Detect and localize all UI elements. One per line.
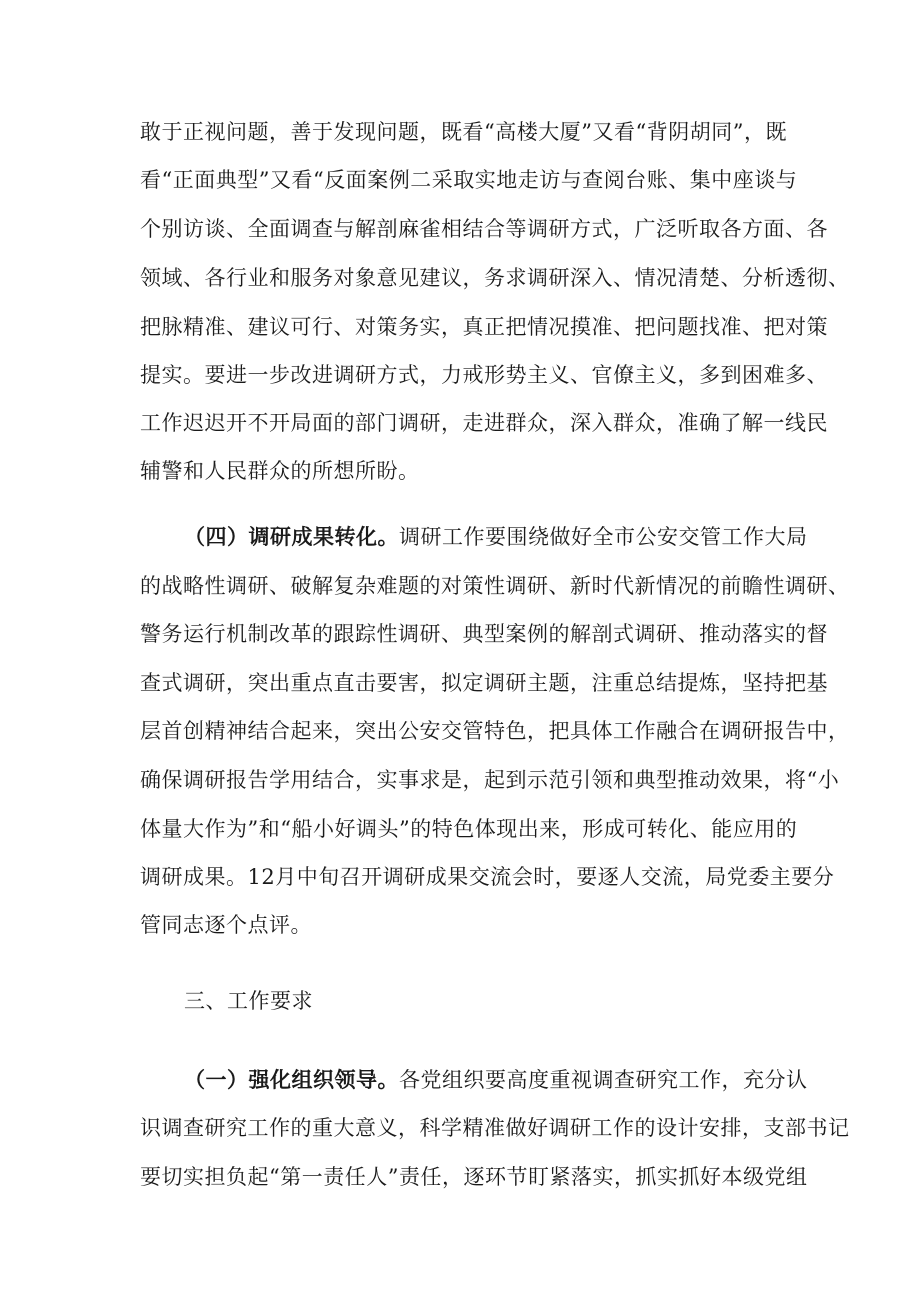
para3-first-text: 各党组织要高度重视调查研究工作，充分认 — [399, 1068, 808, 1092]
para2-line-4: 查式调研，突出重点直击要害，拟定调研主题，注重总结提炼，坚持把基 — [140, 671, 828, 695]
para2-line-9: 管同志逐个点评。 — [140, 913, 312, 937]
para1-line-8: 辅警和人民群众的所想所盼。 — [140, 459, 420, 483]
para2-line-2: 的战略性调研、破解复杂难题的对策性调研、新时代新情况的前瞻性调研、 — [140, 574, 850, 598]
para1-line-4: 领域、各行业和服务对象意见建议，务求调研深入、情况清楚、分析透彻、 — [140, 266, 850, 290]
para2-heading: （四）调研成果转化。 — [184, 524, 399, 549]
section-title: 三、工作要求 — [184, 989, 313, 1013]
para3-line-3: 要切实担负起“第一责任人”责任，逐环节盯紧落实，抓实抓好本级党组 — [140, 1165, 808, 1189]
para3-line-2: 识调查研究工作的重大意义，科学精准做好调研工作的设计安排，支部书记 — [140, 1116, 850, 1140]
para2-line-6: 确保调研报告学用结合，实事求是，起到示范引领和典型推动效果，将“小 — [140, 768, 840, 792]
para3-first-line — [184, 1065, 808, 1095]
para2-line-7: 体量大作为”和“船小好调头”的特色体现出来，形成可转化、能应用的 — [140, 817, 798, 841]
para1-line-2: 看“正面典型”又看“反面案例二采取实地走访与查阅台账、集中座谈与 — [140, 168, 798, 192]
para2-line-5: 层首创精神结合起来，突出公安交管特色，把具体工作融合在调研报告中， — [140, 719, 850, 743]
para1-line-7: 工作迟迟开不开局面的部门调研，走进群众，深入群众，准确了解一线民 — [140, 411, 828, 435]
para1-line-1: 敢于正视问题，善于发现问题，既看“高楼大厦”又看“背阴胡同”，既 — [140, 120, 787, 144]
para2-first-text: 调研工作要围绕做好全市公安交管工作大局 — [399, 525, 808, 549]
para3-heading: （一）强化组织领导。 — [184, 1067, 399, 1092]
para1-line-3: 个别访谈、全面调查与解剖麻雀相结合等调研方式，广泛听取各方面、各 — [140, 217, 828, 241]
para1-line-6: 提实。要进一步改进调研方式，力戒形势主义、官僚主义，多到困难多、 — [140, 363, 828, 387]
para1-line-5: 把脉精准、建议可行、对策务实，真正把情况摸准、把问题找准、把对策 — [140, 315, 828, 339]
para2-line-3: 警务运行机制改革的跟踪性调研、典型案例的解剖式调研、推动落实的督 — [140, 622, 828, 646]
para2-line-8: 调研成果。12月中旬召开调研成果交流会时，要逐人交流，局党委主要分 — [140, 865, 835, 889]
para2-first-line — [184, 522, 808, 552]
